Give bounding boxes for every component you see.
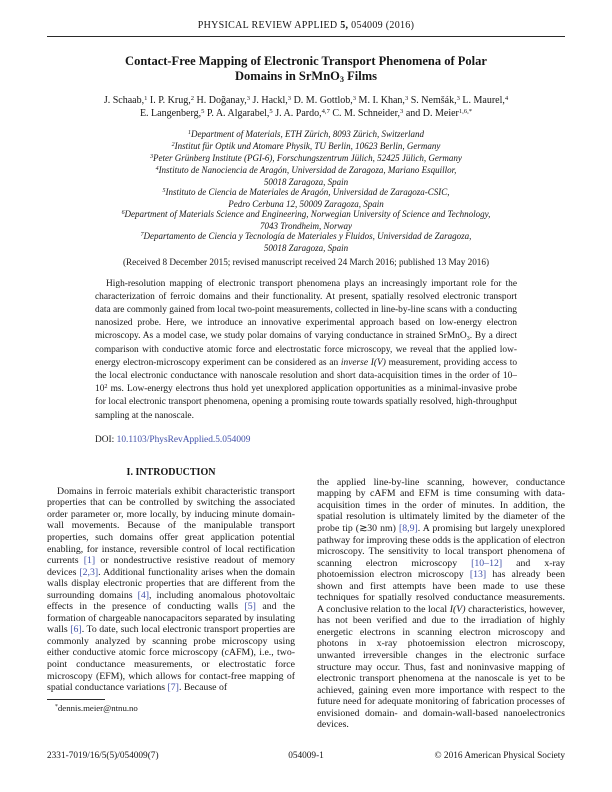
author-line-1 [47,95,565,108]
affiliation-line [47,187,565,199]
text-segment: 2 [104,383,108,391]
ref-link-13[interactable]: [13] [469,569,487,581]
text-segment: 3 [400,108,404,116]
text-segment: 6 [121,209,125,216]
affiliation-line [47,165,565,177]
text-segment: DOI: [95,434,117,445]
text-segment: measurement, providing access to the local electronic conductance with nanoscale resolution and short data-acquisition times in the order of 10–10 [95,357,518,395]
body-columns [47,467,565,731]
paper-title [47,54,565,85]
page-number: 054009-1 [288,751,324,761]
text-segment: High-resolution mapping of electronic transport phenomena plays an increasingly important role for the characterization of ferroic domains and their functionality. At present, spatially resolved electronic transport data are commonly gained from local two-point measurements, collected in line-by-line scans with a conducting nanosized probe. Here, we introduce an innovative experimental approach based on low-energy electron microscopy. As a model case, we study polar domains of varying conductance in strained SrMnO [95,278,517,342]
received-dates: (Received 8 December 2015; revised manuscript received 24 March 2016; published 13 May 2016) [122,256,490,267]
section-heading-introduction: I. INTRODUCTION [126,466,216,478]
doi-line [95,435,517,445]
intro-paragraph-right [317,477,565,731]
ref-link-5[interactable]: [5] [244,601,256,613]
text-segment: 3 [287,95,292,103]
paper-title-line-2 [47,69,565,85]
text-segment: P. A. Algarabel, [204,108,270,120]
paper-title-line-1 [47,54,565,69]
affiliation-line [47,153,565,165]
ref-link-10-12[interactable]: [10–12] [471,557,503,569]
text-segment: . To date, such local electronic transport properties are commonly analyzed by scanning probe microscopy using either conductive atomic force microscopy (cAFM), i.e., two-point conductance measurements, or electrostatic force microscopy (EFM), which allows for contact-free mapping of spatial conductance variations [47,624,295,694]
ref-link-6[interactable]: [6] [70,624,82,636]
text-segment: has already been shown and first attempts have been made to use these techniques for spatially resolved conductance measurements. A conclusive relation to the local [317,569,565,615]
text-segment: and x-ray photoemission electron microscopy [317,557,565,581]
text-segment: 1 [144,95,148,103]
text-segment: M. I. Khan, [356,95,405,106]
text-segment: 5, [340,20,349,31]
text-segment: the applied line-by-line scanning, however, conductance mapping by cAFM and EFM is time consuming with data-acquisition times in the order of minutes. In addition, the spatial resolution is ultimately limited by the diameter of the probe tip (≳30 nm) [317,476,565,535]
text-segment: 7043 Trondheim, Norway [260,220,352,231]
footnote-block [47,699,295,717]
ref-link-1[interactable]: [1] [83,555,96,567]
text-segment: 1 [188,129,191,136]
text-segment: Department of Materials Science and Engineering, Norwegian University of Science and Technology, [124,208,491,219]
text-segment: 3 [339,75,345,85]
affiliation-line [47,243,565,253]
text-segment: Department of Materials, ETH Zürich, 8093 Zürich, Switzerland [190,128,424,139]
affiliation-line [47,221,565,231]
text-segment: 3 [456,95,460,103]
text-segment: 054009 (2016) [348,20,415,31]
text-segment: inverse I(V) [340,357,386,368]
affiliation-line [47,177,565,187]
page-footer [47,751,565,761]
affiliations [47,129,565,253]
text-segment: 3 [150,153,154,160]
text-segment: . A promising but largely unexplored pathway for improving these odds is the application of electron microscopy. The sensitivity to local transport phenomena of scanning electron microscopy [317,523,565,569]
text-segment: 2 [171,141,175,148]
text-segment: 5 [201,108,205,116]
text-segment: and the formation of chargeable nanocapacitors separated by insulating walls [47,601,295,636]
text-segment: E. Langenberg, [139,108,202,120]
affiliation-line [47,199,565,209]
text-segment: , including anomalous photovoltaic effects in the presence of conducting walls [47,589,295,613]
text-segment: 2 [190,95,195,103]
ref-link-7[interactable]: [7] [167,682,179,694]
author-list [47,95,565,122]
text-segment: Domains in ferroic materials exhibit characteristic transport properties that can be controlled by switching the associated order parameter or, more locally, by inducing minute domain-wall movements. Because of the manipulable transport properties, such domains offer great application potential enabling, for instance, reversible control of local rectification currents [47,485,295,567]
text-segment: . By a direct comparison with conductive atomic force and electrostatic force microscopy, we reveal that the applied low-energy electron-microscopy experiment can be considered as an [95,331,517,368]
text-segment: D. M. Gottlob, [291,95,353,106]
affiliation-line [47,141,565,153]
text-segment: 1,6,* [458,108,473,116]
text-segment: Instituto de Nanociencia de Aragón, Universidad de Zaragoza, Mariano Esquillor, [158,164,457,175]
text-segment: Institut für Optik und Atomare Physik, TU Berlin, 10623 Berlin, Germany [174,140,441,151]
issn-code: 2331-7019/16/5(5)/054009(7) [47,751,159,761]
header-rule [47,36,565,37]
text-segment: Departamento de Ciencia y Tecnología de Materiales y Fluidos, Universidad de Zaragoza, [143,230,472,241]
text-segment: 5 [269,108,273,116]
text-segment: Films [344,69,377,83]
text-segment: * [55,704,58,711]
text-segment: J. Hackl, [250,95,288,106]
text-segment: 5 [162,187,166,194]
ref-link-4[interactable]: [4] [137,589,150,601]
text-segment: characteristics, however, has not been verified and due to the irradiation of highly energetic electrons in scanning electron microscopy and photons in x-ray photoemission electron microscopy, unwanted irreversible changes in the electronic surface structure may occur. Thus, fast and noninvasive mapping of electronic transport phenomena at the nanoscale is yet to be achieved, gaining even more importance with respect to the future need for adequate monitoring of fabrication processes of envisioned domain- and domain-wall-based nanoelectronics devices. [317,603,565,731]
text-segment: 50018 Zaragoza, Spain [263,176,349,187]
text-segment: J. Schaab, [103,95,145,106]
affiliation-line [47,209,565,221]
text-segment: . Additional functionality arises when the domain walls display electronic properties that are different from the surrounding domains [47,566,295,601]
email-link[interactable]: dennis.meier@ntnu.no [57,702,138,713]
corresponding-author-footnote [47,703,295,717]
text-segment: J. A. Pardo, [272,108,322,120]
text-segment: Contact-Free Mapping of Electronic Transport Phenomena of Polar [125,54,487,68]
text-segment: C. M. Schneider, [329,108,401,120]
text-segment: Pedro Cerbuna 12, 50009 Zaragoza, Spain [228,198,384,209]
text-segment: ms. Low-energy electrons thus hold yet unexplored application opportunities as a minimal-invasive probe for local electronic transport phenomena, opening a promising route towards spatially resolved, high-throughput sampling at the nanoscale. [95,384,517,421]
text-segment: 4,7 [321,108,330,116]
text-segment: Peter Grünberg Institute (PGI-6), Forschungszentrum Jülich, 52425 Jülich, Germany [153,152,462,163]
text-segment: Domains in SrMnO [235,69,340,83]
text-segment: PHYSICAL REVIEW APPLIED [197,20,341,31]
doi-link[interactable]: 10.1103/PhysRevApplied.5.054009 [116,434,251,445]
text-segment: 3 [352,95,357,103]
text-segment: I(V) [449,603,466,615]
text-segment: 3 [466,335,470,343]
footnote-rule [47,699,105,700]
text-segment: 50018 Zaragoza, Spain [263,242,349,253]
author-line-2 [47,108,565,121]
text-segment: 4 [504,95,509,103]
text-segment: S. Nemšák, [408,95,457,106]
text-segment: I. P. Krug, [147,95,191,106]
affiliation-line [47,129,565,141]
ref-link-2-3[interactable]: [2,3] [79,566,99,578]
text-segment: 4 [155,165,159,172]
text-segment: 3 [404,95,409,103]
ref-link-8-9[interactable]: [8,9] [399,523,418,535]
abstract [95,278,517,423]
text-segment: . Because of [178,682,228,694]
text-segment: L. Maurel, [459,95,505,106]
text-segment: 3 [246,95,250,103]
copyright-notice: © 2016 American Physical Society [434,751,566,761]
intro-paragraph-left [47,486,295,694]
right-column [317,467,565,731]
journal-header [47,20,565,31]
text-segment: H. Doğanay, [194,95,247,106]
affiliation-line [47,231,565,243]
text-segment: and D. Meier [403,108,459,120]
text-segment: Instituto de Ciencia de Materiales de Aragón, Universidad de Zaragoza-CSIC, [165,186,450,197]
left-column [47,467,295,731]
text-segment: 7 [140,231,144,238]
text-segment: or nondestructive resistive readout of memory devices [47,555,295,578]
